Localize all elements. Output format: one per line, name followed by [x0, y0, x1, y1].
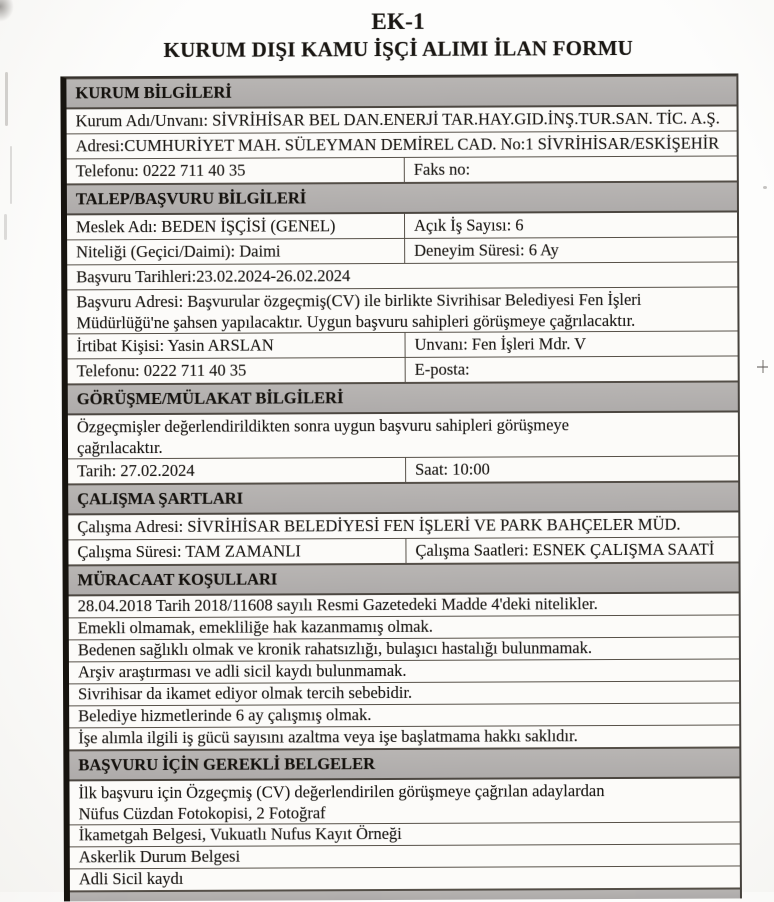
note-gorusme-aciklama — [68, 412, 738, 458]
document-item-line-1: İlk başvuru için Özgeçmiş (CV) değerlendirilen görüşmeye çağrılan adaylardan — [78, 781, 605, 803]
section-header-partial-cutoff — [70, 888, 740, 901]
field-calisma-adresi: Çalışma Adresi: SİVRİHİSAR BELEDİYESİ FEN İŞLERİ VE PARK BAHÇELER MÜD. — [77, 514, 681, 537]
section-header-calisma-sartlari: ÇALIŞMA ŞARTLARI — [68, 481, 738, 515]
form-row — [68, 331, 738, 359]
form-row — [68, 537, 738, 565]
requirement-item: 28.04.2018 Tarih 2018/11608 sayılı Resmi Gazetedeki Madde 4'deki nitelikler. — [77, 594, 598, 616]
form-row — [70, 822, 740, 847]
field-basvuru-adresi-line-1: Başvuru Adresi: Başvurular özgeçmiş(CV) ile birlikte Sivrihisar Belediyesi Fen İşleri — [76, 289, 642, 312]
requirement-item: Arşiv araştırması ve adli sicil kaydı bulunmamak. — [77, 660, 407, 682]
field-basvuru-adresi — [67, 287, 737, 333]
document-item — [69, 778, 739, 824]
form-row — [69, 593, 739, 618]
note-gorusme-line-2: çağrılacaktır. — [76, 437, 163, 458]
field-unvani: Unvanı: Fen İşleri Mdr. V — [414, 334, 587, 354]
form-row — [67, 237, 737, 265]
field-calisma-saatleri: Çalışma Saatleri: ESNEK ÇALIŞMA SAATİ — [415, 539, 715, 560]
document-item: Adli Sicil kaydı — [78, 868, 184, 889]
field-deneyim-suresi: Deneyim Süresi: 6 Ay — [414, 240, 559, 260]
form-row — [68, 356, 738, 384]
section-header-muracaat-kosullari: MÜRACAAT KOŞULLARI — [69, 562, 739, 596]
document-titles — [60, 6, 736, 63]
form-row — [67, 131, 737, 159]
requirement-item: Sivrihisar da ikamet ediyor olmak tercih sebebidir. — [78, 682, 413, 704]
document-item: Askerlik Durum Belgesi — [78, 846, 241, 867]
field-kurum-adi-unvani: Kurum Adı/Unvanı: SİVRİHİSAR BEL DAN.ENERJİ TAR.HAY.GID.İNŞ.TUR.SAN. TİC. A.Ş. — [75, 108, 720, 131]
field-basvuru-tarihleri: Başvuru Tarihleri:23.02.2024-26.02.2024 — [76, 266, 351, 287]
field-meslek-adi: Meslek Adı: BEDEN İŞÇİSİ (GENEL) — [67, 214, 405, 239]
field-irtibat-kisisi: İrtibat Kişisi: Yasin ARSLAN — [68, 333, 406, 358]
form-row — [67, 287, 737, 334]
requirement-item: Emekli olmamak, emekliliğe hak kazanmamış olmak. — [77, 616, 433, 638]
form-row — [69, 778, 739, 825]
form-row — [67, 262, 737, 290]
field-acik-is-sayisi: Açık İş Sayısı: 6 — [413, 215, 524, 235]
form-row — [70, 866, 740, 891]
field-saat: Saat: 10:00 — [415, 459, 490, 479]
field-niteligi: Niteliği (Geçici/Daimi): Daimi — [67, 239, 405, 264]
page-title: KURUM DIŞI KAMU İŞÇİ ALIMI İLAN FORMU — [163, 35, 634, 62]
field-faks-no: Faks no: — [413, 159, 471, 179]
form-row — [67, 106, 737, 134]
requirement-item: Belediye hizmetlerinde 6 ay çalışmış olmak. — [78, 705, 372, 726]
section-header-talep-basvuru-bilgileri: TALEP/BAŞVURU BİLGİLERİ — [67, 181, 737, 215]
form-row — [68, 512, 738, 540]
form-row — [68, 456, 738, 484]
section-header-gorusme-mulakat-bilgileri: GÖRÜŞME/MÜLAKAT BİLGİLERİ — [68, 381, 738, 415]
document-item: İkametgah Belgesi, Vukuatlı Nufus Kayıt Örneği — [78, 823, 402, 845]
form-table — [60, 73, 742, 901]
form-row — [68, 412, 738, 459]
form-row — [69, 615, 739, 640]
field-adresi: Adresi:CUMHURİYET MAH. SÜLEYMAN DEMİREL CAD. No:1 SİVRİHİSAR/ESKİŞEHİR — [75, 133, 720, 156]
field-telefonu-irtibat: Telefonu: 0222 711 40 35 — [68, 358, 406, 383]
field-e-posta: E-posta: — [414, 359, 470, 379]
section-header-kurum-bilgileri: KURUM BİLGİLERİ — [66, 75, 736, 109]
form-row — [69, 659, 739, 684]
field-telefonu-kurum: Telefonu: 0222 711 40 35 — [67, 158, 405, 183]
note-gorusme-line-1: Özgeçmişler değerlendirildikten sonra uygun başvuru sahipleri görüşmeye — [76, 415, 570, 437]
field-basvuru-adresi-line-2: Müdürlüğü'ne şahsen yapılacaktır. Uygun başvuru sahipleri görüşmeye çağrılacaktır. — [76, 310, 636, 333]
form-row — [69, 681, 739, 706]
document-item-line-2: Nüfus Cüzdan Fotokopisi, 2 Fotoğraf — [78, 803, 326, 824]
form-row — [69, 637, 739, 662]
requirement-item: İşe alımla ilgili iş gücü sayısını azaltma veya işe başlatmama hakkı saklıdır. — [78, 726, 578, 748]
field-calisma-suresi: Çalışma Süresi: TAM ZAMANLI — [68, 539, 406, 564]
form-code-label: EK-1 — [371, 8, 425, 35]
requirement-item: Bedenen sağlıklı olmak ve kronik rahatsızlığı, bulaşıcı hastalığı bulunmamak. — [77, 638, 593, 660]
form-row — [67, 212, 737, 240]
form-row — [70, 844, 740, 869]
form-row — [67, 156, 737, 184]
form-row — [69, 703, 739, 728]
section-header-basvuru-icin-gerekli-belgeler: BAŞVURU İÇİN GEREKLİ BELGELER — [69, 747, 739, 781]
form-row — [69, 725, 739, 750]
field-tarih: Tarih: 27.02.2024 — [68, 458, 406, 483]
